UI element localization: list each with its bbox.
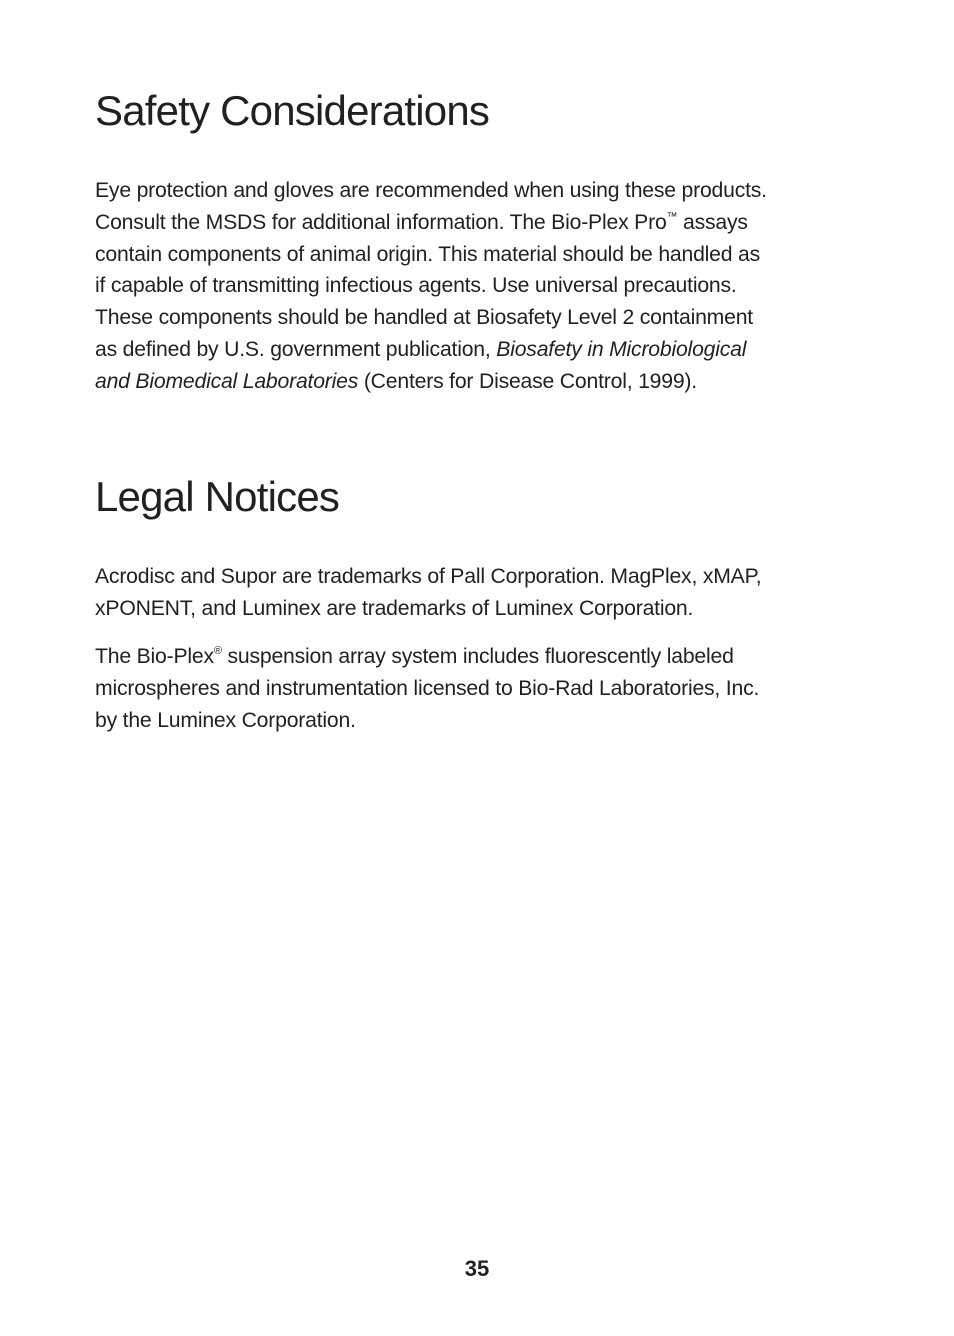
legal-paragraph-1: [95, 561, 855, 625]
safety-line-7-tail: (Centers for Disease Control, 1999).: [358, 369, 697, 393]
legal-p2-line-3: by the Luminex Corporation.: [95, 708, 356, 732]
page-number: 35: [464, 1256, 490, 1281]
registered-symbol: ®: [213, 645, 222, 657]
legal-p1-line-1: Acrodisc and Supor are trademarks of Pall Corporation. MagPlex, xMAP,: [95, 565, 762, 588]
legal-heading: Legal Notices: [95, 473, 340, 520]
safety-line-2: [95, 207, 855, 239]
safety-heading: Safety Considerations: [95, 87, 490, 134]
safety-line-3: contain components of animal origin. This material should be handled as: [95, 242, 760, 266]
safety-line-7: [95, 366, 855, 398]
safety-line-2-text: Consult the MSDS for additional information. The Bio-Plex Pro: [95, 210, 667, 234]
publication-title-part-1: Biosafety in Microbiological: [496, 337, 747, 361]
publication-title-part-2: and Biomedical Laboratories: [95, 369, 359, 393]
safety-line-5: These components should be handled at Biosafety Level 2 containment: [95, 306, 753, 330]
safety-line-2-tail: assays: [677, 210, 748, 234]
legal-p1-line-2: xPONENT, and Luminex are trademarks of Luminex Corporation.: [95, 596, 694, 620]
legal-paragraph-2: [95, 641, 855, 736]
legal-p2-line-1-text: The Bio-Plex: [95, 645, 214, 668]
safety-line-4: if capable of transmitting infectious agents. Use universal precautions.: [95, 274, 737, 298]
trademark-symbol: ™: [666, 210, 678, 223]
safety-line-6-text: as defined by U.S. government publication,: [95, 337, 497, 361]
safety-paragraph: [95, 175, 855, 398]
legal-p2-line-2: microspheres and instrumentation licensed to Bio-Rad Laboratories, Inc.: [95, 676, 760, 700]
safety-line-6: [95, 334, 855, 366]
legal-p2-line-1: [95, 641, 855, 673]
safety-line-1: Eye protection and gloves are recommended when using these products.: [95, 179, 767, 202]
legal-p2-line-1-tail: suspension array system includes fluorescently labeled: [221, 645, 734, 668]
